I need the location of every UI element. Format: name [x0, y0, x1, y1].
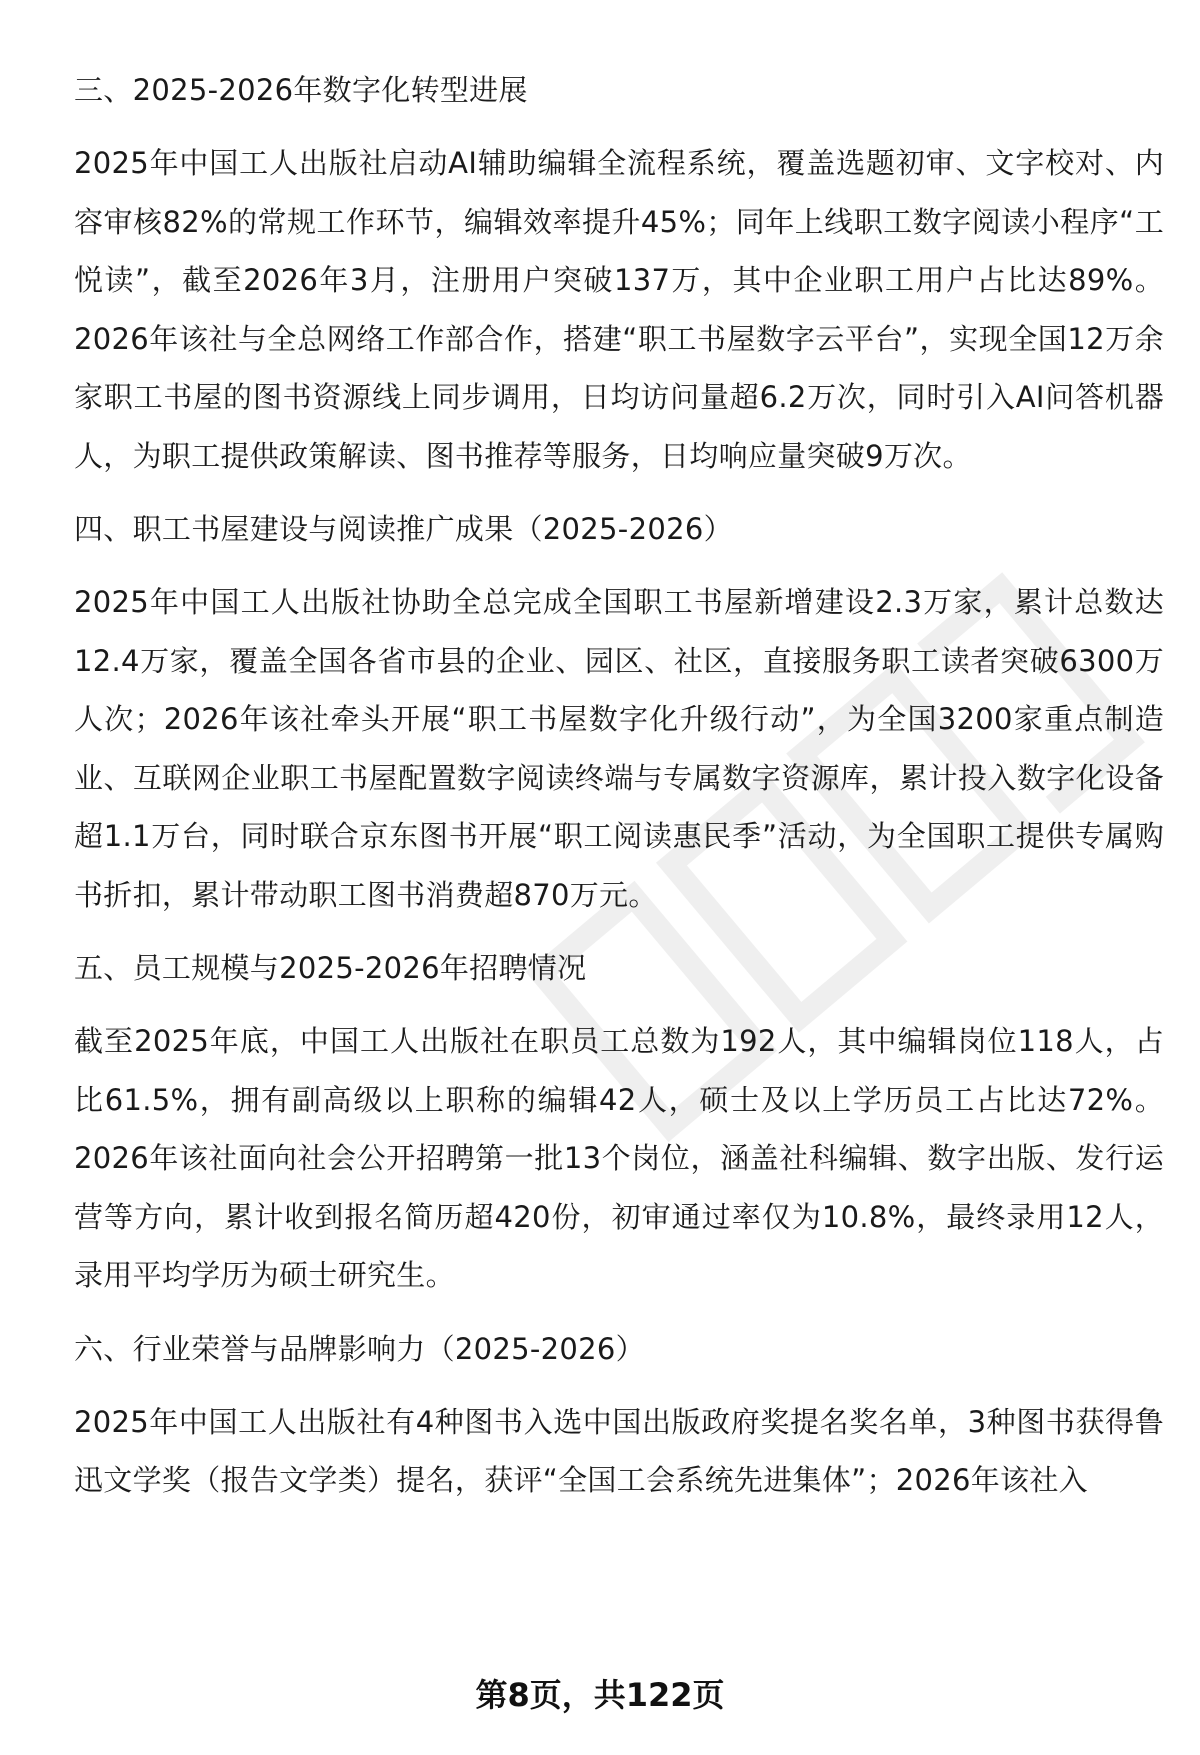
section-heading: 六、行业荣誉与品牌影响力（2025-2026） [74, 1331, 645, 1366]
section-3 [74, 60, 1164, 485]
section-heading: 五、员工规模与2025-2026年招聘情况 [74, 951, 587, 985]
section-5 [74, 938, 1164, 1305]
page-number-footer: 第8页，共122页 [475, 1676, 725, 1714]
document-content [74, 60, 1164, 1524]
section-4 [74, 499, 1164, 924]
section-heading: 四、职工书屋建设与阅读推广成果（2025-2026） [74, 512, 733, 546]
section-6 [74, 1319, 1164, 1510]
section-paragraph: 截至2025年底，中国工人出版社在职员工总数为192人，其中编辑岗位118人，占比61.5%，拥有副高级以上职称的编辑42人，硕士及以上学历员工占比达72%。2026年该社面向社会公开招聘第一批13个岗位，涵盖社科编辑、数字出版、发行运营等方向，累计收到报名简历超420份，初审通过率仅为10.8%，最终录用12人，录用平均学历为硕士研究生。 [74, 1024, 1164, 1292]
section-paragraph: 2025年中国工人出版社有4种图书入选中国出版政府奖提名奖名单，3种图书获得鲁迅文学奖（报告文学类）提名，获评“全国工会系统先进集体”；2026年该社入 [74, 1404, 1164, 1497]
section-heading: 三、2025-2026年数字化转型进展 [74, 73, 528, 107]
section-paragraph: 2025年中国工人出版社协助全总完成全国职工书屋新增建设2.3万家，累计总数达12.4万家，覆盖全国各省市县的企业、园区、社区，直接服务职工读者突破6300万人次；2026年该社牵头开展“职工书屋数字化升级行动”，为全国3200家重点制造业、互联网企业职工书屋配置数字阅读终端与专属数字资源库，累计投入数字化设备超1.1万台，同时联合京东图书开展“职工阅读惠民季”活动，为全国职工提供专属购书折扣，累计带动职工图书消费超870万元。 [74, 585, 1164, 912]
section-paragraph: 2025年中国工人出版社启动AI辅助编辑全流程系统，覆盖选题初审、文字校对、内容审核82%的常规工作环节，编辑效率提升45%；同年上线职工数字阅读小程序“工悦读”，截至2026年3月，注册用户突破137万，其中企业职工用户占比达89%。2026年该社与全总网络工作部合作，搭建“职工书屋数字云平台”，实现全国12万余家职工书屋的图书资源线上同步调用，日均访问量超6.2万次，同时引入AI问答机器人，为职工提供政策解读、图书推荐等服务，日均响应量突破9万次。 [74, 146, 1164, 473]
